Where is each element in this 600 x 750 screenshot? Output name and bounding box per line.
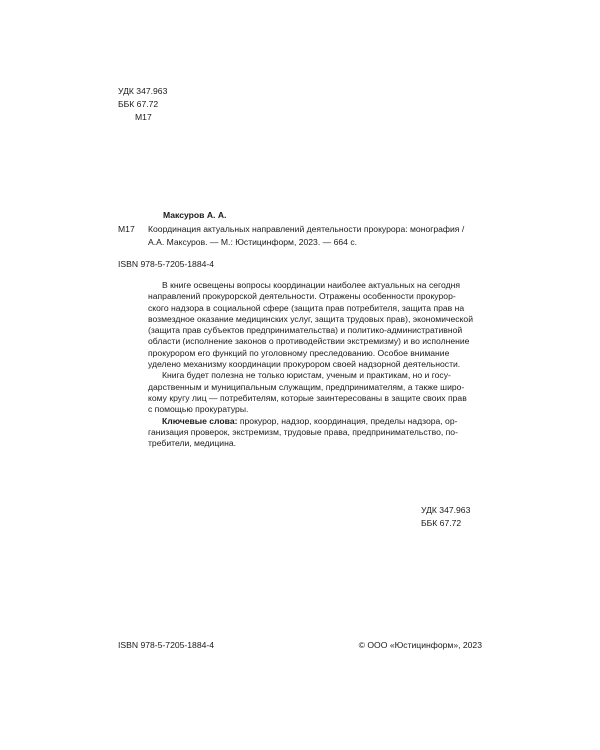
audience-line: кому кругу лиц — потребителям, которые заинтересованы в защите своих прав (148, 392, 467, 403)
keywords-text: прокурор, надзор, координация, пределы надзора, ор- (237, 415, 458, 426)
bbk-code-bottom: ББК 67.72 (421, 518, 462, 528)
isbn-record: ISBN 978-5-7205-1884-4 (118, 259, 215, 269)
annotation-line: ского надзора в социальной сфере (защита прав потребителя, защита прав на (148, 302, 465, 313)
annotation-line: прокурором его функций по уголовному преследованию. Особое внимание (148, 347, 450, 358)
keywords-line: ганизация проверок, экстремизм, трудовые права, предпринимательство, по- (148, 426, 458, 437)
keywords-line (148, 416, 478, 427)
annotation-line: направлений прокурорской деятельности. Отражены особенности прокурор- (148, 291, 456, 302)
author-name: Максуров А. А. (163, 210, 227, 220)
keywords-label: Ключевые слова: (162, 415, 238, 426)
udk-code-bottom: УДК 347.963 (421, 505, 471, 515)
copyright-notice: © ООО «Юстицинформ», 2023 (358, 640, 482, 650)
audience-line: с помощью прокуратуры. (148, 404, 249, 415)
audience-line: Книга будет полезна не только юристам, ученым и практикам, но и госу- (162, 370, 451, 381)
keywords-line: требители, медицина. (148, 438, 236, 449)
annotation-line: уделено механизму координации прокурором своей надзорной деятельности. (148, 359, 461, 370)
udk-code-top: УДК 347.963 (118, 86, 168, 96)
author-mark: М17 (118, 224, 135, 234)
annotation-line: возмездное оказание медицинских услуг, защита трудовых прав), экономической (148, 313, 473, 324)
isbn-footer: ISBN 978-5-7205-1884-4 (118, 640, 215, 650)
bbk-code-top: ББК 67.72 (118, 99, 159, 109)
annotation-line: области (исполнение законов о противодействии экстремизму) и во исполнение (148, 336, 470, 347)
annotation-line: (защита прав субъектов предпринимательства) и политико-административной (148, 325, 463, 336)
audience-line: дарственным и муниципальным служащим, предпринимателям, а также широ- (148, 381, 465, 392)
title-line-2: А.А. Максуров. — М.: Юстицинформ, 2023. — 664 с. (148, 237, 357, 247)
annotation-line: В книге освещены вопросы координации наиболее актуальных на сегодня (162, 280, 460, 290)
title-line-1: Координация актуальных направлений деятельности прокурора: монография / (148, 224, 465, 234)
annotation (148, 280, 478, 449)
author-mark-top: М17 (135, 112, 152, 122)
